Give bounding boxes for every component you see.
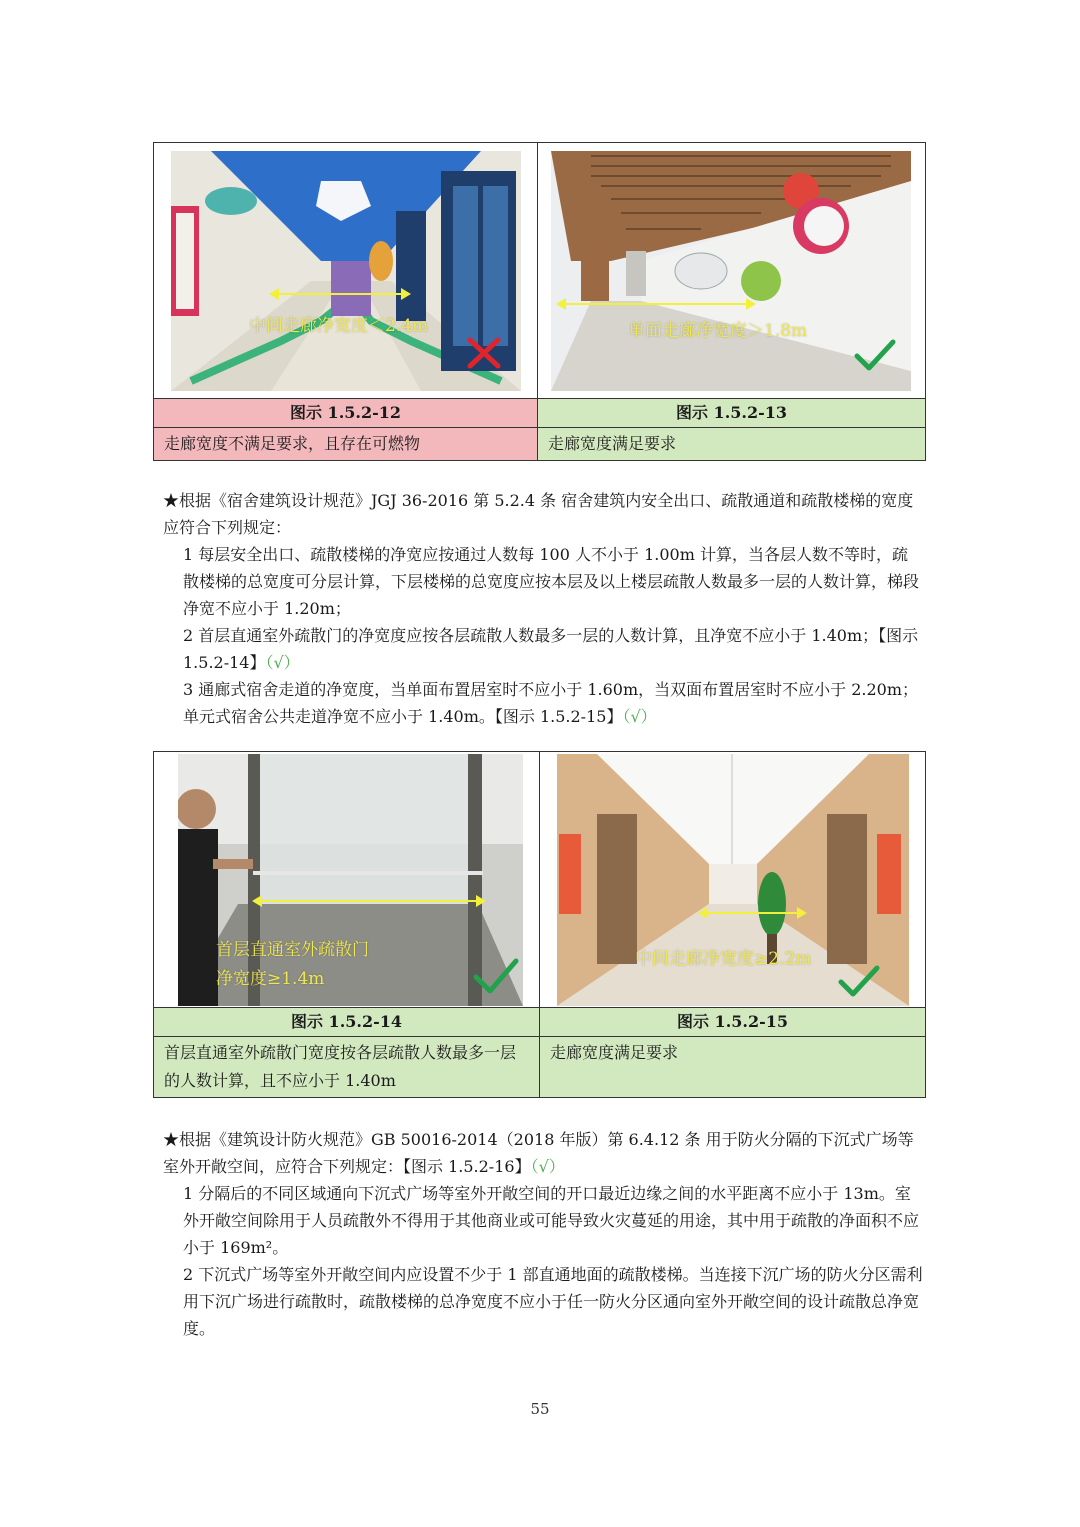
figure-cell-12 (154, 143, 538, 399)
figure-cell-14 (154, 752, 540, 1008)
clause-item: 2 下沉式广场等室外开敞空间内应设置不少于 1 部直通地面的疏散楼梯。当连接下沉广场的防火分区需利用下沉广场进行疏散时，疏散楼梯的总净宽度不应小于任一防火分区通向室外开敞空间的设计疏散总净宽度。 (183, 1265, 923, 1338)
clause-item: 1 每层安全出口、疏散楼梯的净宽应按通过人数每 100 人不小于 1.00m 计算，当各层人数不等时，疏散楼梯的总宽度可分层计算，下层楼梯的总宽度应按本层及以上楼层疏散人数最多一层的人数计算，梯段净宽不应小于 1.20m； (183, 545, 920, 618)
width-arrow (271, 293, 409, 295)
figure-description: 首层直通室外疏散门宽度按各层疏散人数最多一层的人数计算，且不应小于 1.40m (154, 1037, 540, 1098)
width-arrow (700, 912, 805, 914)
clause-item (163, 676, 923, 730)
figure-description: 走廊宽度满足要求 (540, 1037, 926, 1098)
figure-description: 走廊宽度满足要求 (538, 428, 926, 461)
check-mark: （√） (530, 1157, 565, 1176)
clause-text: 3 通廊式宿舍走道的净宽度，当单面布置居室时不应小于 1.60m，当双面布置居室时不应小于 2.20m；单元式宿舍公共走道净宽不应小于 1.40m。【图示 1.5.2-15】 (183, 680, 919, 726)
figure-caption: 图示 1.5.2-13 (538, 399, 926, 428)
section-heading: ★根据《宿舍建筑设计规范》JGJ 36-2016 第 5.2.4 条 宿舍建筑内安全出口、疏散通道和疏散楼梯的宽度应符合下列规定： (163, 491, 914, 537)
overlay-label: 中间走廊净宽度≥2.2m (635, 949, 812, 969)
width-arrow (254, 900, 484, 902)
section-heading (163, 1126, 923, 1180)
figure-caption: 图示 1.5.2-12 (154, 399, 538, 428)
figure-description: 走廊宽度不满足要求，且存在可燃物 (154, 428, 538, 461)
page-number: 55 (530, 1400, 550, 1418)
check-icon (472, 957, 520, 995)
check-mark: （√） (622, 707, 657, 726)
cross-icon (466, 336, 502, 370)
overlay-label: 中间走廊净宽度＜2.4m (249, 316, 429, 336)
overlay-label: 净宽度≥1.4m (216, 969, 325, 989)
section-fire-code (163, 1126, 923, 1342)
heading-text: ★根据《建筑设计防火规范》GB 50016-2014（2018 年版）第 6.4.12 条 用于防火分隔的下沉式广场等室外开敞空间，应符合下列规定：【图示 1.5.2-16】 (163, 1130, 914, 1176)
figure-cell-13 (538, 143, 926, 399)
section-dormitory-code (163, 487, 923, 730)
check-icon (853, 338, 897, 372)
width-arrow (558, 303, 754, 305)
figure-caption: 图示 1.5.2-15 (540, 1008, 926, 1037)
figure-cell-15 (540, 752, 926, 1008)
clause-item: 1 分隔后的不同区域通向下沉式广场等室外开敞空间的开口最近边缘之间的水平距离不应小于 13m。室外开敞空间除用于人员疏散外不得用于其他商业或可能导致火灾蔓延的用途，其中用于疏散的净面积不应小于 169m²。 (183, 1184, 920, 1257)
figure-table-top (153, 142, 926, 461)
figure-table-middle (153, 751, 926, 1098)
figure-caption: 图示 1.5.2-14 (154, 1008, 540, 1037)
clause-text: 2 首层直通室外疏散门的净宽度应按各层疏散人数最多一层的人数计算，且净宽不应小于 1.40m；【图示 1.5.2-14】 (183, 626, 919, 672)
check-icon (837, 964, 881, 998)
check-mark: （√） (265, 653, 300, 672)
overlay-label: 单面走廊净宽度＞1.8m (628, 321, 808, 341)
overlay-label: 首层直通室外疏散门 (216, 940, 369, 960)
clause-item (163, 622, 923, 676)
